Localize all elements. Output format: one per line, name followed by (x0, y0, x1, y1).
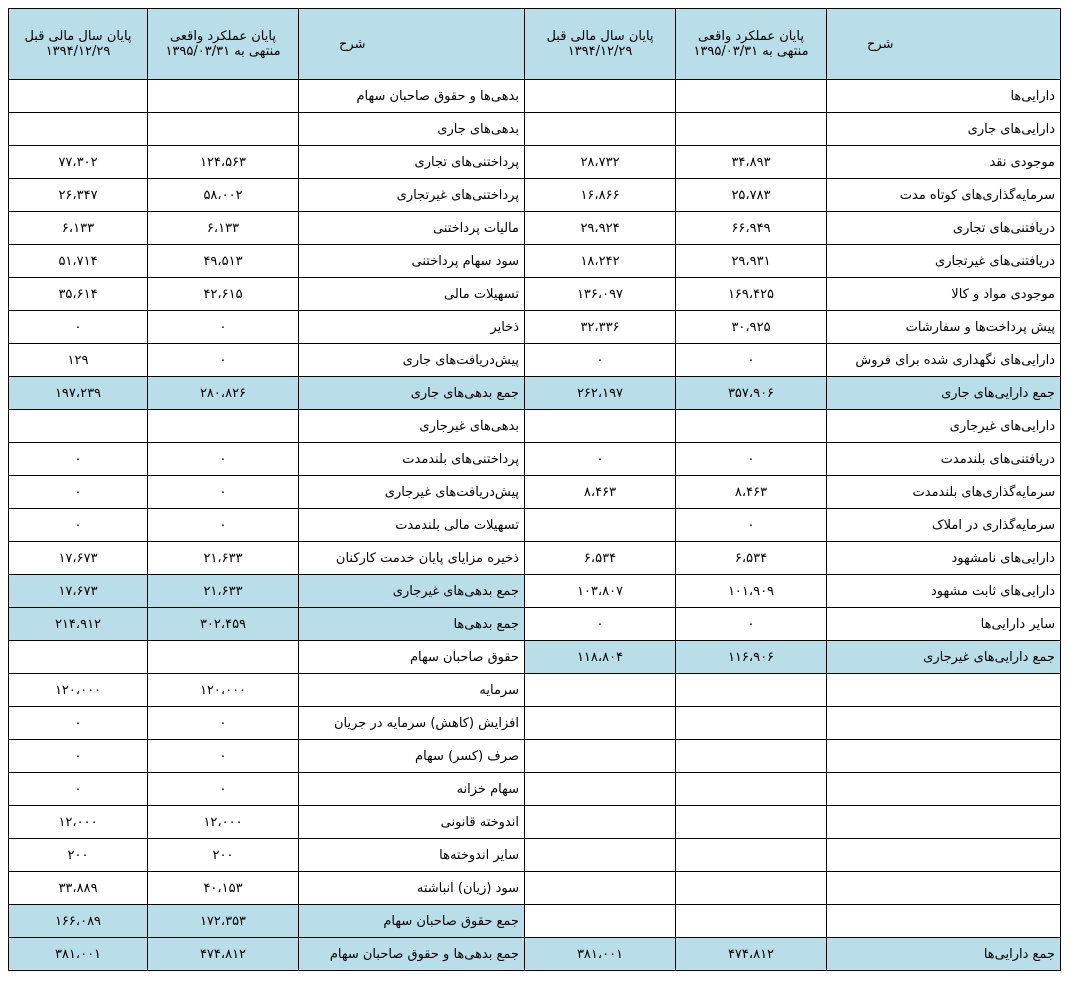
table-row (9, 542, 1061, 575)
liability-label-cell: جمع بدهی‌های غیرجاری (299, 575, 525, 608)
liability-prior-cell: ۲۶،۳۴۷ (9, 179, 148, 212)
liability-actual-cell (148, 641, 299, 674)
asset-actual-cell: ۱۶۹،۴۲۵ (676, 278, 827, 311)
asset-prior-cell: ۳۸۱،۰۰۱ (525, 938, 676, 971)
assets-actual-header-line2: منتهی به ۱۳۹۵/۰۳/۳۱ (693, 44, 809, 59)
liability-actual-cell: ۴۹،۵۱۳ (148, 245, 299, 278)
liability-actual-cell: ۰ (148, 311, 299, 344)
liability-label-cell: جمع بدهی‌ها (299, 608, 525, 641)
asset-label-cell (827, 773, 1061, 806)
liability-actual-cell: ۰ (148, 443, 299, 476)
table-row (9, 311, 1061, 344)
assets-desc-header: شرح (827, 9, 1061, 80)
liability-label-cell: پرداختنی‌های تجاری (299, 146, 525, 179)
liability-prior-cell (9, 113, 148, 146)
liability-prior-cell: ۵۱،۷۱۴ (9, 245, 148, 278)
liability-prior-cell: ۳۵،۶۱۴ (9, 278, 148, 311)
table-row (9, 905, 1061, 938)
liability-actual-cell (148, 113, 299, 146)
liability-actual-cell: ۲۰۰ (148, 839, 299, 872)
liability-prior-cell: ۲۰۰ (9, 839, 148, 872)
liability-label-cell: جمع بدهی‌ها و حقوق صاحبان سهام (299, 938, 525, 971)
liability-prior-cell: ۱۶۶،۰۸۹ (9, 905, 148, 938)
table-row (9, 641, 1061, 674)
liability-prior-cell: ۰ (9, 740, 148, 773)
liability-label-cell: ذخیره مزایای پایان خدمت کارکنان (299, 542, 525, 575)
asset-actual-cell (676, 80, 827, 113)
asset-prior-cell: ۱۸،۲۴۲ (525, 245, 676, 278)
balance-sheet-body (9, 80, 1061, 971)
asset-label-cell (827, 674, 1061, 707)
asset-label-cell (827, 740, 1061, 773)
asset-label-cell: سرمایه‌گذاری‌های بلندمدت (827, 476, 1061, 509)
liability-label-cell: بدهی‌های جاری (299, 113, 525, 146)
liability-actual-cell: ۰ (148, 476, 299, 509)
liability-prior-cell: ۳۳،۸۸۹ (9, 872, 148, 905)
liability-prior-cell: ۱۲۰،۰۰۰ (9, 674, 148, 707)
liabilities-actual-header (148, 9, 299, 80)
asset-label-cell: دریافتنی‌های غیرتجاری (827, 245, 1061, 278)
table-row (9, 839, 1061, 872)
liability-prior-cell (9, 80, 148, 113)
liability-label-cell: تسهیلات مالی (299, 278, 525, 311)
asset-prior-cell (525, 410, 676, 443)
asset-label-cell: موجودی مواد و کالا (827, 278, 1061, 311)
liability-prior-cell: ۱۷،۶۷۳ (9, 575, 148, 608)
liability-prior-cell: ۱۲،۰۰۰ (9, 806, 148, 839)
asset-prior-cell: ۸،۴۶۳ (525, 476, 676, 509)
liability-label-cell: جمع بدهی‌های جاری (299, 377, 525, 410)
liability-prior-cell: ۰ (9, 707, 148, 740)
asset-label-cell (827, 707, 1061, 740)
table-row (9, 806, 1061, 839)
liabilities-actual-header-line1: پایان عملکرد واقعی (170, 29, 276, 44)
liability-prior-cell: ۱۹۷،۲۳۹ (9, 377, 148, 410)
liability-prior-cell (9, 641, 148, 674)
asset-actual-cell: ۶،۵۳۴ (676, 542, 827, 575)
asset-label-cell (827, 905, 1061, 938)
asset-actual-cell (676, 806, 827, 839)
liability-label-cell: پیش‌دریافت‌های غیرجاری (299, 476, 525, 509)
asset-prior-cell (525, 740, 676, 773)
liability-prior-cell: ۳۸۱،۰۰۱ (9, 938, 148, 971)
asset-prior-cell: ۰ (525, 608, 676, 641)
asset-label-cell: جمع دارایی‌های جاری (827, 377, 1061, 410)
asset-actual-cell (676, 410, 827, 443)
asset-label-cell: دریافتنی‌های بلندمدت (827, 443, 1061, 476)
liability-actual-cell: ۰ (148, 740, 299, 773)
asset-actual-cell: ۳۰،۹۲۵ (676, 311, 827, 344)
asset-actual-cell (676, 740, 827, 773)
assets-actual-header (676, 9, 827, 80)
asset-prior-cell: ۱۰۳،۸۰۷ (525, 575, 676, 608)
asset-prior-cell (525, 674, 676, 707)
liability-label-cell: افزایش (کاهش) سرمایه در جریان (299, 707, 525, 740)
liability-prior-cell: ۰ (9, 443, 148, 476)
asset-actual-cell (676, 707, 827, 740)
asset-actual-cell: ۶۶،۹۴۹ (676, 212, 827, 245)
liability-prior-cell: ۰ (9, 509, 148, 542)
liability-label-cell: سهام خزانه (299, 773, 525, 806)
asset-label-cell: دارایی‌ها (827, 80, 1061, 113)
liability-actual-cell: ۰ (148, 773, 299, 806)
asset-actual-cell: ۸،۴۶۳ (676, 476, 827, 509)
table-row (9, 245, 1061, 278)
asset-prior-cell (525, 773, 676, 806)
liability-actual-cell: ۴۷۴،۸۱۲ (148, 938, 299, 971)
asset-label-cell: سرمایه‌گذاری‌های کوتاه مدت (827, 179, 1061, 212)
liability-label-cell: جمع حقوق صاحبان سهام (299, 905, 525, 938)
table-row (9, 278, 1061, 311)
asset-prior-cell (525, 905, 676, 938)
asset-prior-cell (525, 80, 676, 113)
asset-prior-cell: ۱۳۶،۰۹۷ (525, 278, 676, 311)
asset-prior-cell: ۳۲،۳۳۶ (525, 311, 676, 344)
asset-label-cell: سرمایه‌گذاری در املاک (827, 509, 1061, 542)
asset-label-cell: سایر دارایی‌ها (827, 608, 1061, 641)
asset-prior-cell (525, 113, 676, 146)
asset-prior-cell: ۰ (525, 443, 676, 476)
asset-label-cell: دارایی‌های غیرجاری (827, 410, 1061, 443)
asset-actual-cell (676, 872, 827, 905)
table-row (9, 476, 1061, 509)
table-row (9, 377, 1061, 410)
liability-actual-cell: ۱۲۰،۰۰۰ (148, 674, 299, 707)
liability-actual-cell: ۲۱،۶۳۳ (148, 575, 299, 608)
liability-actual-cell: ۰ (148, 509, 299, 542)
liabilities-prior-header (9, 9, 148, 80)
liability-prior-cell (9, 410, 148, 443)
asset-label-cell: جمع دارایی‌های غیرجاری (827, 641, 1061, 674)
asset-actual-cell: ۲۹،۹۳۱ (676, 245, 827, 278)
header-row (9, 9, 1061, 80)
liability-actual-cell: ۲۸۰،۸۲۶ (148, 377, 299, 410)
liabilities-actual-header-line2: منتهی به ۱۳۹۵/۰۳/۳۱ (165, 44, 281, 59)
table-row (9, 212, 1061, 245)
liabilities-prior-header-line1: پایان سال مالی قبل (24, 29, 132, 44)
table-row (9, 509, 1061, 542)
liability-label-cell: پرداختنی‌های بلندمدت (299, 443, 525, 476)
liability-actual-cell: ۰ (148, 707, 299, 740)
liability-actual-cell: ۳۰۲،۴۵۹ (148, 608, 299, 641)
table-row (9, 80, 1061, 113)
liability-label-cell: سرمایه (299, 674, 525, 707)
liability-label-cell: سود سهام پرداختنی (299, 245, 525, 278)
asset-actual-cell (676, 773, 827, 806)
liability-actual-cell: ۶،۱۳۳ (148, 212, 299, 245)
liability-prior-cell: ۲۱۴،۹۱۲ (9, 608, 148, 641)
asset-label-cell: دارایی‌های ثابت مشهود (827, 575, 1061, 608)
table-row (9, 410, 1061, 443)
asset-prior-cell: ۲۸،۷۳۲ (525, 146, 676, 179)
liability-label-cell: تسهیلات مالی بلندمدت (299, 509, 525, 542)
liability-actual-cell: ۱۷۲،۳۵۳ (148, 905, 299, 938)
liability-actual-cell (148, 80, 299, 113)
asset-label-cell: جمع دارایی‌ها (827, 938, 1061, 971)
liability-label-cell: مالیات پرداختنی (299, 212, 525, 245)
table-row (9, 443, 1061, 476)
liability-label-cell: ذخایر (299, 311, 525, 344)
asset-prior-cell (525, 839, 676, 872)
asset-label-cell: دریافتنی‌های تجاری (827, 212, 1061, 245)
liability-label-cell: بدهی‌ها و حقوق صاحبان سهام (299, 80, 525, 113)
asset-prior-cell (525, 707, 676, 740)
liability-label-cell: حقوق صاحبان سهام (299, 641, 525, 674)
asset-prior-cell: ۱۶،۸۶۶ (525, 179, 676, 212)
balance-sheet-table (8, 8, 1061, 971)
table-row (9, 344, 1061, 377)
liability-label-cell: صرف (کسر) سهام (299, 740, 525, 773)
liability-label-cell: اندوخته قانونی (299, 806, 525, 839)
asset-actual-cell (676, 674, 827, 707)
asset-actual-cell: ۰ (676, 443, 827, 476)
liability-prior-cell: ۰ (9, 311, 148, 344)
asset-actual-cell: ۰ (676, 509, 827, 542)
asset-prior-cell: ۶،۵۳۴ (525, 542, 676, 575)
liabilities-prior-header-line2: ۱۳۹۴/۱۲/۲۹ (45, 44, 111, 59)
liability-actual-cell: ۲۱،۶۳۳ (148, 542, 299, 575)
asset-prior-cell (525, 509, 676, 542)
liability-actual-cell: ۴۲،۶۱۵ (148, 278, 299, 311)
table-row (9, 608, 1061, 641)
liability-actual-cell (148, 410, 299, 443)
asset-actual-cell: ۰ (676, 344, 827, 377)
liability-label-cell: پرداختنی‌های غیرتجاری (299, 179, 525, 212)
liability-actual-cell: ۵۸،۰۰۲ (148, 179, 299, 212)
asset-label-cell (827, 839, 1061, 872)
assets-prior-header-line1: پایان سال مالی قبل (546, 29, 654, 44)
table-row (9, 575, 1061, 608)
asset-label-cell: موجودی نقد (827, 146, 1061, 179)
asset-label-cell: دارایی‌های نگهداری شده برای فروش (827, 344, 1061, 377)
asset-prior-cell: ۲۹،۹۲۴ (525, 212, 676, 245)
asset-actual-cell: ۲۵،۷۸۳ (676, 179, 827, 212)
asset-label-cell: پیش پرداخت‌ها و سفارشات (827, 311, 1061, 344)
liability-actual-cell: ۴۰،۱۵۳ (148, 872, 299, 905)
liability-actual-cell: ۰ (148, 344, 299, 377)
asset-actual-cell: ۱۱۶،۹۰۶ (676, 641, 827, 674)
liability-label-cell: پیش‌دریافت‌های جاری (299, 344, 525, 377)
liability-prior-cell: ۱۷،۶۷۳ (9, 542, 148, 575)
table-row (9, 740, 1061, 773)
asset-actual-cell: ۴۷۴،۸۱۲ (676, 938, 827, 971)
liability-actual-cell: ۱۲۴،۵۶۳ (148, 146, 299, 179)
table-row (9, 872, 1061, 905)
table-row (9, 707, 1061, 740)
assets-actual-header-line1: پایان عملکرد واقعی (698, 29, 804, 44)
table-row (9, 179, 1061, 212)
asset-actual-cell: ۰ (676, 608, 827, 641)
liability-prior-cell: ۷۷،۳۰۲ (9, 146, 148, 179)
liability-prior-cell: ۰ (9, 476, 148, 509)
asset-actual-cell: ۱۰۱،۹۰۹ (676, 575, 827, 608)
asset-label-cell (827, 806, 1061, 839)
asset-actual-cell (676, 905, 827, 938)
asset-actual-cell (676, 113, 827, 146)
asset-prior-cell: ۲۶۲،۱۹۷ (525, 377, 676, 410)
liability-prior-cell: ۶،۱۳۳ (9, 212, 148, 245)
liability-label-cell: بدهی‌های غیرجاری (299, 410, 525, 443)
liability-prior-cell: ۱۲۹ (9, 344, 148, 377)
table-row (9, 113, 1061, 146)
asset-actual-cell: ۳۴،۸۹۳ (676, 146, 827, 179)
table-row (9, 773, 1061, 806)
asset-prior-cell: ۰ (525, 344, 676, 377)
asset-actual-cell: ۳۵۷،۹۰۶ (676, 377, 827, 410)
liability-label-cell: سایر اندوخته‌ها (299, 839, 525, 872)
asset-actual-cell (676, 839, 827, 872)
table-row (9, 674, 1061, 707)
liabilities-desc-header: شرح (299, 9, 525, 80)
table-row (9, 146, 1061, 179)
liability-actual-cell: ۱۲،۰۰۰ (148, 806, 299, 839)
assets-prior-header (525, 9, 676, 80)
asset-label-cell (827, 872, 1061, 905)
liability-label-cell: سود (زیان) انباشته (299, 872, 525, 905)
table-row (9, 938, 1061, 971)
liability-prior-cell: ۰ (9, 773, 148, 806)
asset-prior-cell (525, 872, 676, 905)
asset-label-cell: دارایی‌های جاری (827, 113, 1061, 146)
asset-prior-cell: ۱۱۸،۸۰۴ (525, 641, 676, 674)
asset-prior-cell (525, 806, 676, 839)
asset-label-cell: دارایی‌های نامشهود (827, 542, 1061, 575)
assets-prior-header-line2: ۱۳۹۴/۱۲/۲۹ (567, 44, 633, 59)
